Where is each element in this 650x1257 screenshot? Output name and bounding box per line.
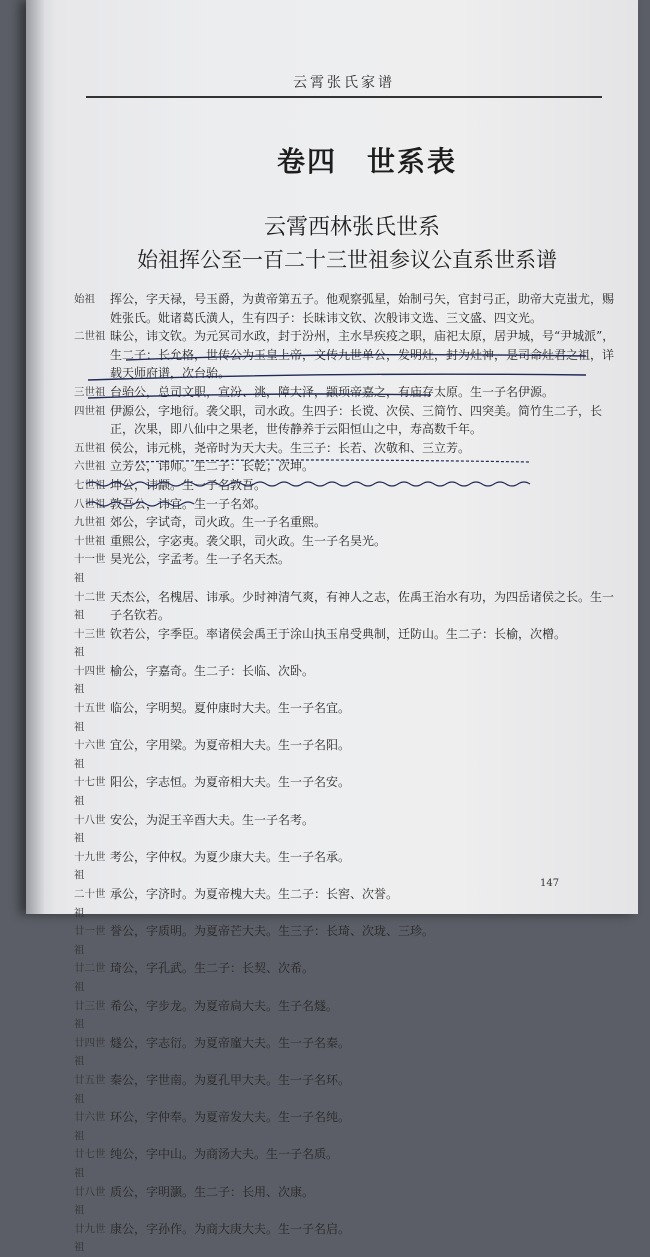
genealogy-entry [74,662,624,699]
entry-text: 台骀公，总司文职，宣汾、洮，障大泽，颛顼帝嘉之，有庙存太原。生一子名伊源。 [110,384,555,399]
generation-label: 廿四世祖 [74,1036,106,1068]
generation-label: 廿七世祖 [74,1148,106,1179]
genealogy-entry [74,885,624,922]
header-rule [86,96,602,98]
genealogy-entry [74,1183,624,1220]
entry-text: 伊源公，字地衍。袭父职，司水政。生四子：长谠、次侯、三简竹、四突美。简竹生二子，长正，次果，即八仙中之果老，世传静养于云阳恒山之中，寿高数千年。 [110,403,603,437]
entry-text: 环公，字仲奉。为夏帝发大夫。生一子名纯。 [110,1110,351,1125]
genealogy-entry [74,1220,624,1257]
entry-text: 秦公，字世南。为夏孔甲大夫。生一子名环。 [110,1072,351,1087]
generation-label: 二世祖 [74,330,106,343]
generation-label: 十八世祖 [74,813,106,845]
entry-text: 琦公，字孔武。生二子：长契、次希。 [110,961,315,976]
generation-label: 二十世祖 [74,888,106,919]
page-number: 147 [540,878,560,889]
generation-label: 十五世祖 [74,702,106,733]
entry-text: 侯公，讳元桃，尧帝时为天大夫。生三子：长若、次敬和、三立芳。 [110,440,471,455]
running-header: 云霄张氏家谱 [293,75,395,91]
generation-label: 廿三世祖 [74,999,106,1031]
entry-text: 钦若公，字季臣。率诸侯会禹王于涂山执玉帛受典制，迁防山。生二子：长榆，次橧。 [110,626,567,641]
entry-text: 燧公，字志衍。为夏帝廑大夫。生一子名秦。 [110,1035,351,1050]
generation-label: 始祖 [74,293,95,305]
entry-text: 重熙公，字宓夷。袭父职，司火政。生一子名昊光。 [110,533,387,548]
generation-label: 三世祖 [74,385,106,398]
generation-label: 十世祖 [74,534,106,547]
entry-text: 纯公，字中山。为商汤大夫。生一子名质。 [110,1147,339,1162]
section-title: 云霄西林张氏世系 [263,215,440,240]
generation-label: 廿九世祖 [74,1222,106,1254]
generation-label: 十二世祖 [74,590,106,622]
genealogy-entry [74,476,624,495]
entry-text: 质公，字明灏。生二子：长用、次康。 [110,1184,315,1199]
entry-text: 挥公，字天禄，号玉爵，为黄帝第五子。他观察弧星，始制弓矢，官封弓正，助帝大克蚩尤，赐姓张氏。妣诸葛氏潢人，生有四子：长昧讳文钦、次般讳文选、三文盛、四文光。 [110,292,615,325]
generation-label: 十九世祖 [74,850,106,882]
generation-label: 廿二世祖 [74,962,106,993]
genealogy-entry [74,457,624,476]
genealogy-entry [74,513,624,532]
genealogy-entry [74,327,624,383]
generation-label: 四世祖 [74,404,106,417]
genealogy-entry [74,290,624,327]
book-page [26,0,638,1254]
genealogy-entry [74,699,624,736]
genealogy-entry [74,1108,624,1145]
entry-text: 希公，字步龙。为夏帝扃大夫。生子名燧。 [110,998,339,1013]
genealogy-entry [74,811,624,848]
generation-label: 十六世祖 [74,739,106,770]
entry-text: 宜公，字用梁。为夏帝相大夫。生一子名阳。 [110,738,351,753]
entry-text: 康公，字孙作。为商大庚大夫。生一子名启。 [110,1221,351,1236]
entry-text: 昊光公，字孟考。生一子名天杰。 [110,552,291,567]
entry-text: 敦吾公，讳宜。生一子名郊。 [110,496,267,511]
genealogy-entry [74,922,624,959]
chapter-title: 卷四 世系表 [276,145,457,178]
genealogy-entry [74,588,624,625]
entry-text: 榆公，字嘉奇。生二子：长临、次卧。 [110,663,315,678]
generation-label: 十四世祖 [74,664,106,696]
genealogy-entry [74,1071,624,1108]
entry-text: 郊公，字试奇，司火政。生一子名重熙。 [110,515,327,530]
genealogy-entry [74,532,624,551]
genealogy-entry [74,736,624,773]
generation-label: 十一世祖 [74,553,106,584]
generation-label: 廿一世祖 [74,925,106,956]
genealogy-entry [74,495,624,514]
genealogy-entry [74,1034,624,1071]
entry-text: 承公，字济时。为夏帝槐大夫。生二子：长窖、次誉。 [110,887,399,901]
genealogy-entries [74,290,624,1257]
generation-label: 廿五世祖 [74,1073,106,1105]
section-subtitle: 始祖挥公至一百二十三世祖参议公直系世系谱 [137,248,557,272]
entry-text: 阳公，字志恒。为夏帝相大夫。生一子名安。 [110,775,351,790]
genealogy-entry [74,550,624,587]
entry-text: 安公，为浞王辛酉大夫。生一子名考。 [110,812,315,827]
genealogy-entry [74,1145,624,1182]
generation-label: 廿八世祖 [74,1185,106,1217]
entry-text: 昧公，讳文钦。为元冥司水政，封于汾州，主水旱疾疫之职，庙祀太原，居尹城，号“尹城派”，生二子：长允格，世传公为玉皇上帝，文传九世单公，发明灶，封为灶神，是司命灶君之祖，详载天师府谱，次台骀。 [110,329,615,381]
generation-label: 十七世祖 [74,776,106,808]
generation-label: 九世祖 [74,516,106,529]
genealogy-entry [74,402,624,439]
entry-text: 临公，字明契。夏仲康时大夫。生一子名宜。 [110,701,351,716]
genealogy-entry [74,383,624,402]
genealogy-entry [74,439,624,458]
generation-label: 十三世祖 [74,627,106,659]
entry-text: 考公，字仲权。为夏少康大夫。生一子名承。 [110,849,351,864]
genealogy-entry [74,625,624,662]
book-spine [26,0,44,914]
genealogy-entry [74,959,624,996]
genealogy-entry [74,997,624,1034]
generation-label: 廿六世祖 [74,1111,106,1142]
genealogy-entry [74,773,624,810]
entry-text: 誉公，字质明。为夏帝芒大夫。生三子：长琦、次珑、三珍。 [110,924,435,939]
entry-text: 坤公，讳颛。生一子名敦吾。 [110,477,267,492]
entry-text: 立芳公，讳师。生二子：长乾；次坤。 [110,459,315,474]
generation-label: 六世祖 [74,460,106,473]
generation-label: 七世祖 [74,478,106,491]
generation-label: 五世祖 [74,441,106,454]
generation-label: 八世祖 [74,497,106,510]
entry-text: 天杰公，名槐居、讳承。少时神清气爽，有神人之志，佐禹王治水有功，为四岳诸侯之长。生一子名钦若。 [110,589,615,623]
